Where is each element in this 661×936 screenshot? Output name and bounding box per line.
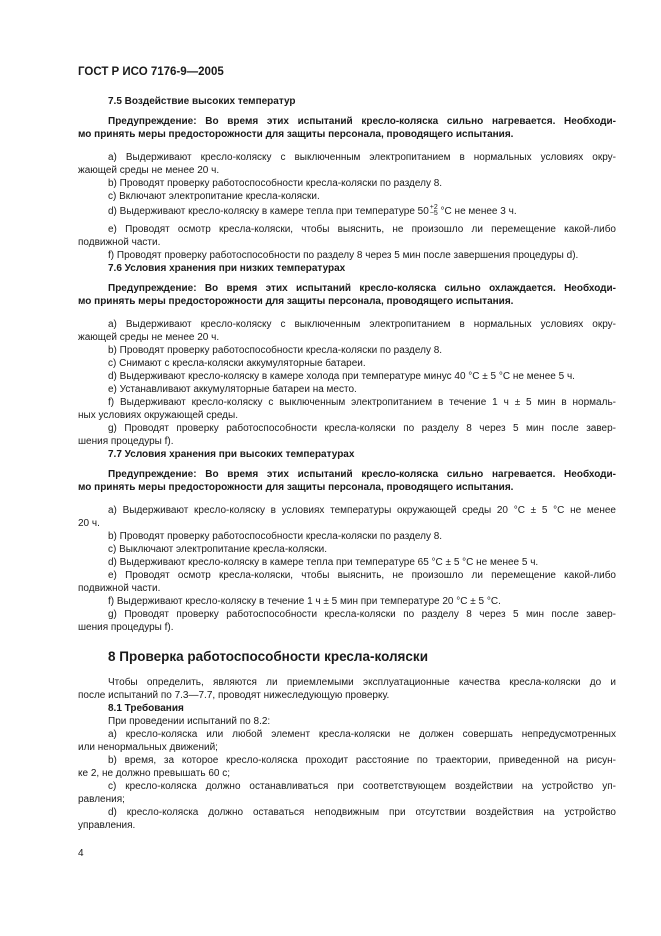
section-7-5-title: 7.5 Воздействие высоких температур bbox=[108, 96, 296, 107]
item-g-line-1: g) Проводят проверку работоспособности кресла-коляски по разделу 8 через 5 мин после завер- bbox=[108, 423, 616, 434]
warning-line-2: мо принять меры предосторожности для защиты персонала, проводящего испытания. bbox=[78, 482, 514, 493]
item-f: f) Выдерживают кресло-коляску в течение 1 ч ± 5 мин при температуре 20 °С ± 5 °С. bbox=[108, 596, 501, 607]
section-8-para-line-1: Чтобы определить, являются ли приемлемыми эксплуатационные качества кресла-коляски до и bbox=[108, 677, 616, 688]
item-e: e) Устанавливают аккумуляторные батареи на место. bbox=[108, 384, 357, 395]
item-d-suffix: °C не менее 3 ч. bbox=[437, 206, 517, 217]
item-g-line-2: шения процедуры f). bbox=[78, 622, 174, 633]
warning-line-1: Предупреждение: Во время этих испытаний кресло-коляска сильно нагревается. Необходи- bbox=[108, 116, 616, 127]
req-a-line-1: a) кресло-коляска или любой элемент кресла-коляски не должен совершать непредусмотренных bbox=[108, 729, 616, 740]
section-7-7-title: 7.7 Условия хранения при высоких температурах bbox=[108, 449, 355, 460]
req-c-line-2: равления; bbox=[78, 794, 125, 805]
item-f: f) Проводят проверку работоспособности по разделу 8 через 5 мин после завершения процедуры d). bbox=[108, 250, 579, 261]
item-d: d) Выдерживают кресло-коляску в камере тепла при температуре 65 °С ± 5 °С не менее 5 ч. bbox=[108, 557, 539, 568]
item-d-text: d) Выдерживают кресло-коляску в камере тепла при температуре 50 bbox=[108, 206, 429, 217]
item-g-line-2: шения процедуры f). bbox=[78, 436, 174, 447]
item-e-line-2: подвижной части. bbox=[78, 583, 161, 594]
section-8-1-title: 8.1 Требования bbox=[108, 703, 184, 714]
section-8-title: 8 Проверка работоспособности кресла-коляски bbox=[108, 649, 428, 664]
item-b: b) Проводят проверку работоспособности кресла-коляски по разделу 8. bbox=[108, 178, 443, 189]
section-8-para-line-2: после испытаний по 7.3—7.7, проводят нижеследующую проверку. bbox=[78, 690, 390, 701]
item-b: b) Проводят проверку работоспособности кресла-коляски по разделу 8. bbox=[108, 345, 443, 356]
item-a-line-2: жающей среды не менее 20 ч. bbox=[78, 165, 220, 176]
req-a-line-2: или ненормальных движений; bbox=[78, 742, 218, 753]
temperature-tolerance: +2 −5 bbox=[429, 204, 438, 218]
req-b-line-1: b) время, за которое кресло-коляска проходит расстояние по траектории, приведенной на рисун- bbox=[108, 755, 616, 766]
item-a-line-2: 20 ч. bbox=[78, 518, 100, 529]
item-c: c) Выключают электропитание кресла-коляски. bbox=[108, 544, 327, 555]
item-a-line-2: жающей среды не менее 20 ч. bbox=[78, 332, 220, 343]
warning-line-1: Предупреждение: Во время этих испытаний кресло-коляска сильно нагревается. Необходи- bbox=[108, 469, 616, 480]
warning-line-2: мо принять меры предосторожности для защиты персонала, проводящего испытания. bbox=[78, 296, 514, 307]
item-e-line-1: e) Проводят осмотр кресла-коляски, чтобы выяснить, не произошло ли перемещение какой-либо bbox=[108, 224, 616, 235]
req-b-line-2: ке 2, не должно превышать 60 с; bbox=[78, 768, 231, 779]
req-d-line-1: d) кресло-коляска должно оставаться неподвижным при отсутствии воздействия на устройство bbox=[108, 807, 616, 818]
item-b: b) Проводят проверку работоспособности кресла-коляски по разделу 8. bbox=[108, 531, 443, 542]
req-c-line-1: c) кресло-коляска должно останавливаться при соответствующем воздействии на устройство уп- bbox=[108, 781, 616, 792]
item-a-line-1: a) Выдерживают кресло-коляску с выключенным электропитанием в нормальных условиях окру- bbox=[108, 152, 616, 163]
item-d bbox=[78, 205, 616, 218]
document-header: ГОСТ Р ИСО 7176-9—2005 bbox=[78, 66, 224, 78]
section-7-6-title: 7.6 Условия хранения при низких температурах bbox=[108, 263, 346, 274]
warning-line-1: Предупреждение: Во время этих испытаний кресло-коляска сильно охлаждается. Необходи- bbox=[108, 283, 616, 294]
item-e-line-1: e) Проводят осмотр кресла-коляски, чтобы выяснить, не произошло ли перемещение какой-либо bbox=[108, 570, 616, 581]
page-number: 4 bbox=[78, 848, 84, 859]
item-e-line-2: подвижной части. bbox=[78, 237, 161, 248]
item-c: c) Включают электропитание кресла-коляски. bbox=[108, 191, 320, 202]
item-c: c) Снимают с кресла-коляски аккумуляторные батареи. bbox=[108, 358, 366, 369]
requirements-intro: При проведении испытаний по 8.2: bbox=[108, 716, 271, 727]
item-f-line-1: f) Выдерживают кресло-коляску с выключенным электропитанием в течение 1 ч ± 5 мин в нормаль- bbox=[108, 397, 616, 408]
warning-line-2: мо принять меры предосторожности для защиты персонала, проводящего испытания. bbox=[78, 129, 514, 140]
item-a-line-1: a) Выдерживают кресло-коляску с выключенным электропитанием в нормальных условиях окру- bbox=[108, 319, 616, 330]
item-a-line-1: a) Выдерживают кресло-коляску в условиях температуры окружающей среды 20 °С ± 5 °С не менее bbox=[108, 505, 616, 516]
item-f-line-2: ных условиях окружающей среды. bbox=[78, 410, 238, 421]
req-d-line-2: управления. bbox=[78, 820, 136, 831]
item-d: d) Выдерживают кресло-коляску в камере холода при температуре минус 40 °С ± 5 °С не менее 5 ч. bbox=[108, 371, 575, 382]
item-g-line-1: g) Проводят проверку работоспособности кресла-коляски по разделу 8 через 5 мин после завер- bbox=[108, 609, 616, 620]
